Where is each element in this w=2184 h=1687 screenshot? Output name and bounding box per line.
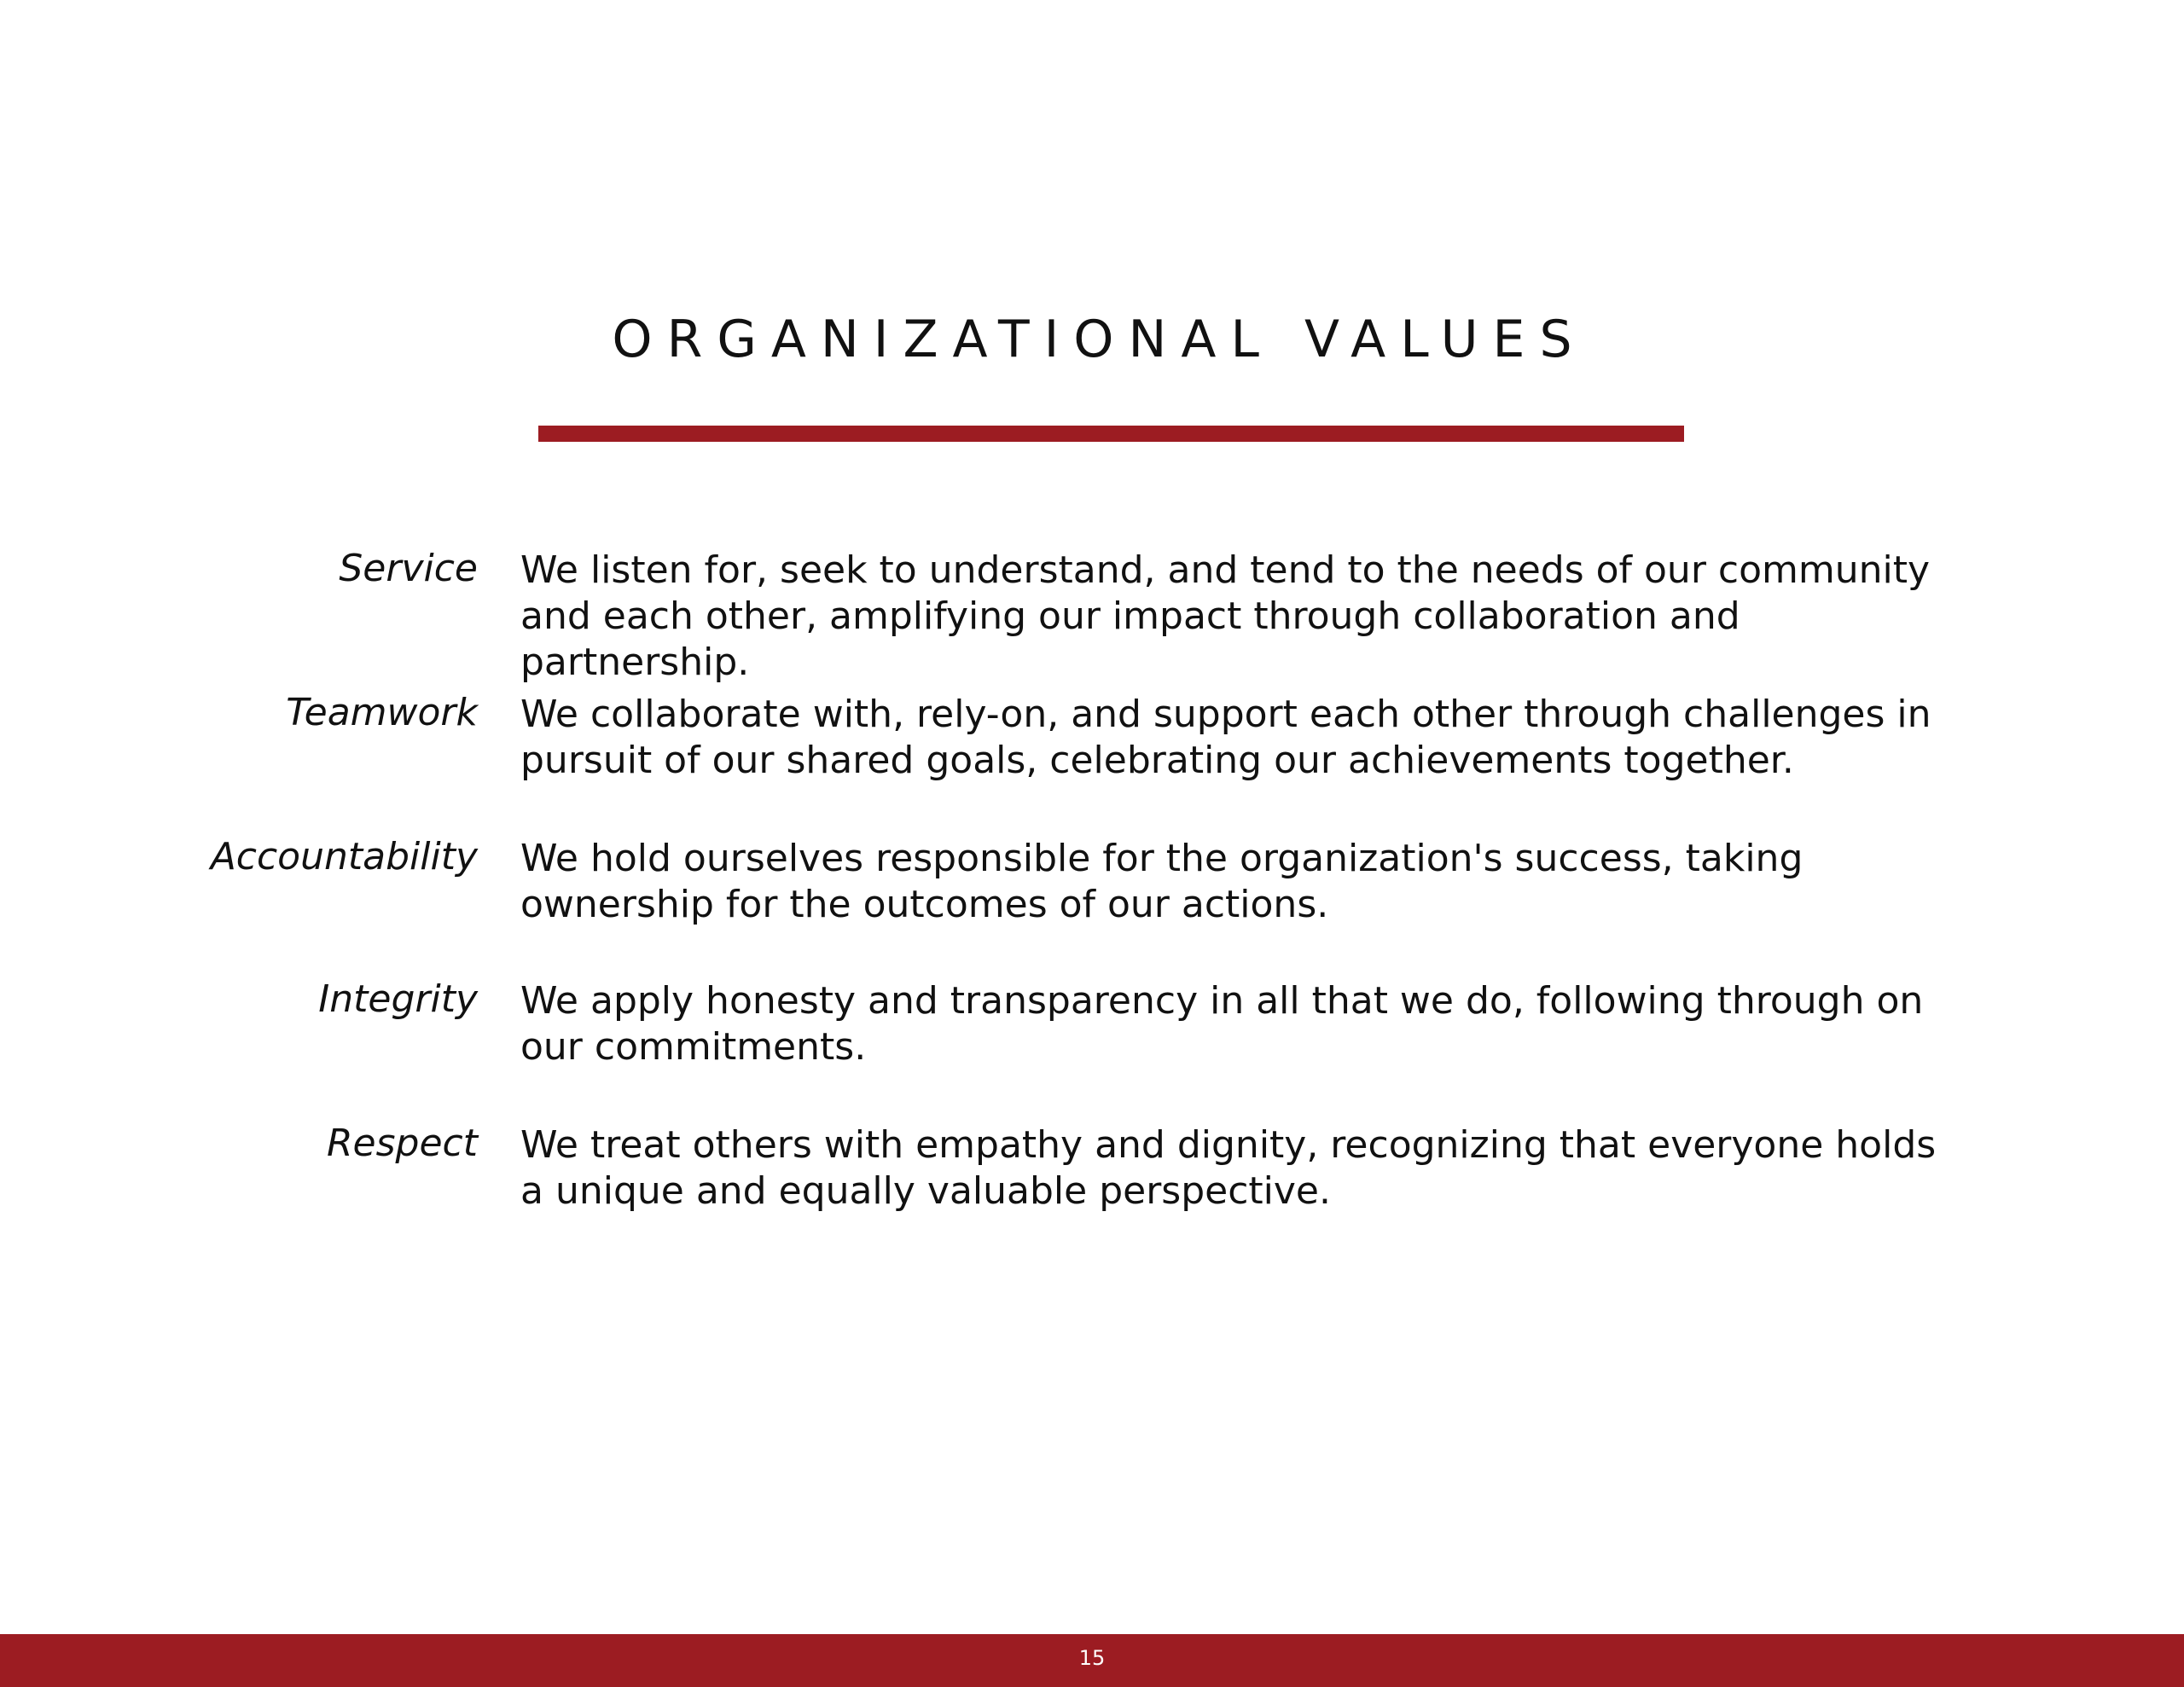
value-description: We listen for, seek to understand, and tend to the needs of our community and each other, amplifying our impact through collaboration and partnership. bbox=[520, 548, 1931, 684]
title-divider bbox=[538, 426, 1684, 442]
value-name: Accountability bbox=[210, 835, 478, 878]
value-name: Teamwork bbox=[286, 691, 478, 734]
page-number: 15 bbox=[1078, 1646, 1106, 1670]
value-description: We apply honesty and transparency in all that we do, following through on our commitments. bbox=[520, 979, 1924, 1069]
value-row-respect bbox=[0, 1121, 2184, 1232]
value-description: We treat others with empathy and dignity, recognizing that everyone holds a unique and equally valuable perspective. bbox=[520, 1123, 1937, 1213]
value-row-service bbox=[0, 546, 2184, 684]
value-row-teamwork bbox=[0, 690, 2184, 801]
value-name: Integrity bbox=[318, 977, 478, 1021]
value-name: Respect bbox=[326, 1122, 478, 1165]
value-name: Service bbox=[339, 547, 478, 590]
value-description: We hold ourselves responsible for the organization's success, taking ownership for the outcomes of our actions. bbox=[520, 837, 1804, 926]
value-row-accountability bbox=[0, 834, 2184, 945]
value-description: We collaborate with, rely-on, and support each other through challenges in pursuit of our shared goals, celebrating our achievements together. bbox=[520, 693, 1931, 782]
page-title: ORGANIZATIONAL VALUES bbox=[612, 310, 1587, 369]
value-row-integrity bbox=[0, 977, 2184, 1087]
